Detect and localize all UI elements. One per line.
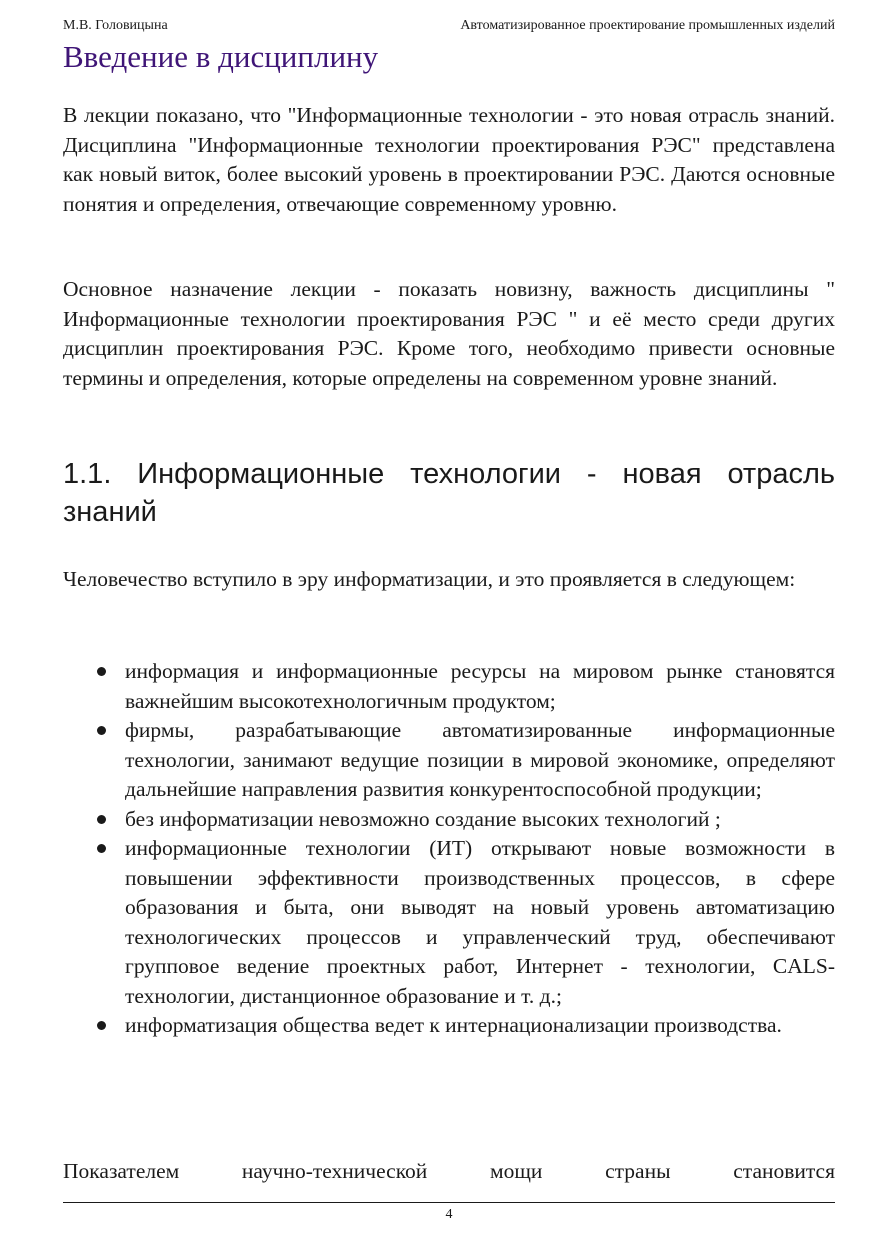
bullet-icon <box>97 844 106 853</box>
list-item <box>63 716 835 805</box>
bullet-icon <box>97 815 106 824</box>
bullet-list <box>63 657 835 1041</box>
list-item-text: информация и информационные ресурсы на мировом рынке становятся важнейшим высокотехнологичным продуктом; <box>125 659 835 713</box>
list-item <box>63 805 835 835</box>
section-heading: 1.1. Информационные технологии - новая отрасль знаний <box>63 458 835 528</box>
document-page <box>63 0 835 1241</box>
bullet-icon <box>97 1021 106 1030</box>
intro-paragraph: В лекции показано, что "Информационные технологии - это новая отрасль знаний. Дисциплина "Информационные технологии проектирования РЭС" представлена как новый виток, более высокий уровень в проектировании РЭС. Даются основные понятия и определения, отвечающие современному уровню. <box>63 103 835 216</box>
list-item-text: без информатизации невозможно создание высоких технологий ; <box>125 806 721 831</box>
page-title: Введение в дисциплину <box>63 39 379 74</box>
list-item-text: информационные технологии (ИТ) открывают новые возможности в повышении эффективности производственных процессов, в сфере образования и быта, они выводят на новый уровень автоматизацию технологических процессов и управленческий труд, обеспечивают групповое ведение проектных работ, Интернет - технологии, CALS- технологии, дистанционное образование и т. д.; <box>125 836 835 1008</box>
bullet-icon <box>97 667 106 676</box>
purpose-paragraph: Основное назначение лекции - показать новизну, важность дисциплины " Информационные технологии проектирования РЭС " и её место среди других дисциплин проектирования РЭС. Кроме того, необходимо привести основные термины и определения, которые определены на современном уровне знаний. <box>63 277 835 390</box>
list-item-text: информатизация общества ведет к интернационализации производства. <box>125 1013 782 1037</box>
section-lead-paragraph: Человечество вступило в эру информатизации, и это проявляется в следующем: <box>63 567 796 591</box>
trailing-paragraph: Показателем научно-технической мощи страны становится <box>63 1159 835 1183</box>
bullet-icon <box>97 726 106 735</box>
page-number: 4 <box>445 1207 453 1222</box>
list-item <box>63 834 835 1011</box>
header-author: М.В. Головицына <box>63 18 168 33</box>
list-item <box>63 1011 835 1041</box>
header-course-title: Автоматизированное проектирование промышленных изделий <box>460 18 835 33</box>
footer-divider <box>63 1202 835 1203</box>
list-item-text: фирмы, разрабатывающие автоматизированные информационные технологии, занимают ведущие позиции в мировой экономике, определяют дальнейшие направления развития конкурентоспособной продукции; <box>125 718 835 801</box>
list-item <box>63 657 835 716</box>
